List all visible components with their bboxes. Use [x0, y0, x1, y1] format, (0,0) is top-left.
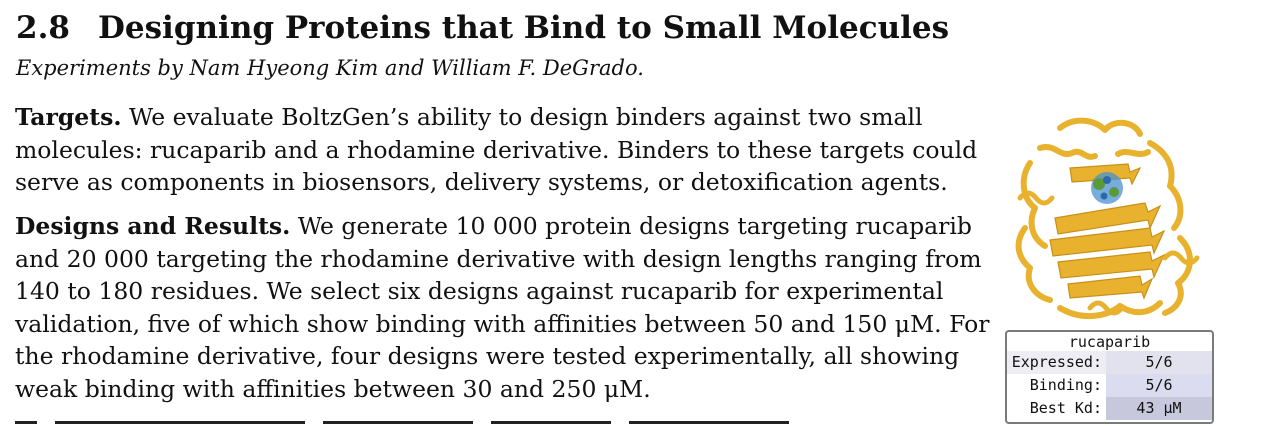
- ligand-surface: [1091, 172, 1123, 204]
- paragraph-lead: Targets.: [15, 103, 122, 131]
- paragraph-line: Designs and Results. We generate 10 000 protein designs targeting rucaparib: [15, 212, 972, 240]
- truncated-next-line: [15, 412, 945, 426]
- infobox-label: Best Kd:: [1029, 399, 1102, 417]
- section-heading: [16, 10, 949, 46]
- paragraph-line: validation, five of which show binding with affinities between 50 and 150 μM. For: [15, 309, 990, 338]
- paragraph-line: 140 to 180 residues. We select six designs against rucaparib for experimental: [15, 277, 944, 305]
- paragraph-designs-results: [15, 210, 990, 405]
- paragraph-line: weak binding with affinities between 30 and 250 μM.: [15, 374, 651, 403]
- paragraph-line: and 20 000 targeting the rhodamine derivative with design lengths ranging from: [15, 244, 982, 273]
- section-number: 2.8: [16, 10, 70, 46]
- paragraph-line: molecules: rucaparib and a rhodamine derivative. Binders to these targets could: [15, 135, 978, 164]
- section-title: Designing Proteins that Bind to Small Molecules: [98, 10, 950, 46]
- infobox-value: 43 μM: [1106, 397, 1212, 420]
- infobox-label: Expressed:: [1011, 353, 1102, 371]
- paragraph-line: serve as components in biosensors, delivery systems, or detoxification agents.: [15, 168, 948, 196]
- paragraph-targets: [15, 101, 978, 199]
- section-authors: Experiments by Nam Hyeong Kim and William F. DeGrado.: [16, 56, 644, 80]
- infobox-row-expressed: [1007, 351, 1212, 374]
- infobox-title: rucaparib: [1068, 333, 1151, 351]
- infobox-value: 5/6: [1106, 351, 1212, 374]
- results-infobox: [1005, 330, 1214, 424]
- protein-structure-image: [1000, 108, 1212, 328]
- paragraph-line: the rhodamine derivative, four designs were tested experimentally, all showing: [15, 342, 960, 370]
- paragraph-lead: Designs and Results.: [15, 212, 291, 240]
- infobox-value: 5/6: [1106, 374, 1212, 397]
- infobox-label: Binding:: [1029, 376, 1102, 394]
- infobox-row-binding: [1007, 374, 1212, 397]
- infobox-row-best-kd: [1007, 397, 1212, 420]
- paragraph-line: Targets. We evaluate BoltzGen’s ability to design binders against two small: [15, 103, 923, 131]
